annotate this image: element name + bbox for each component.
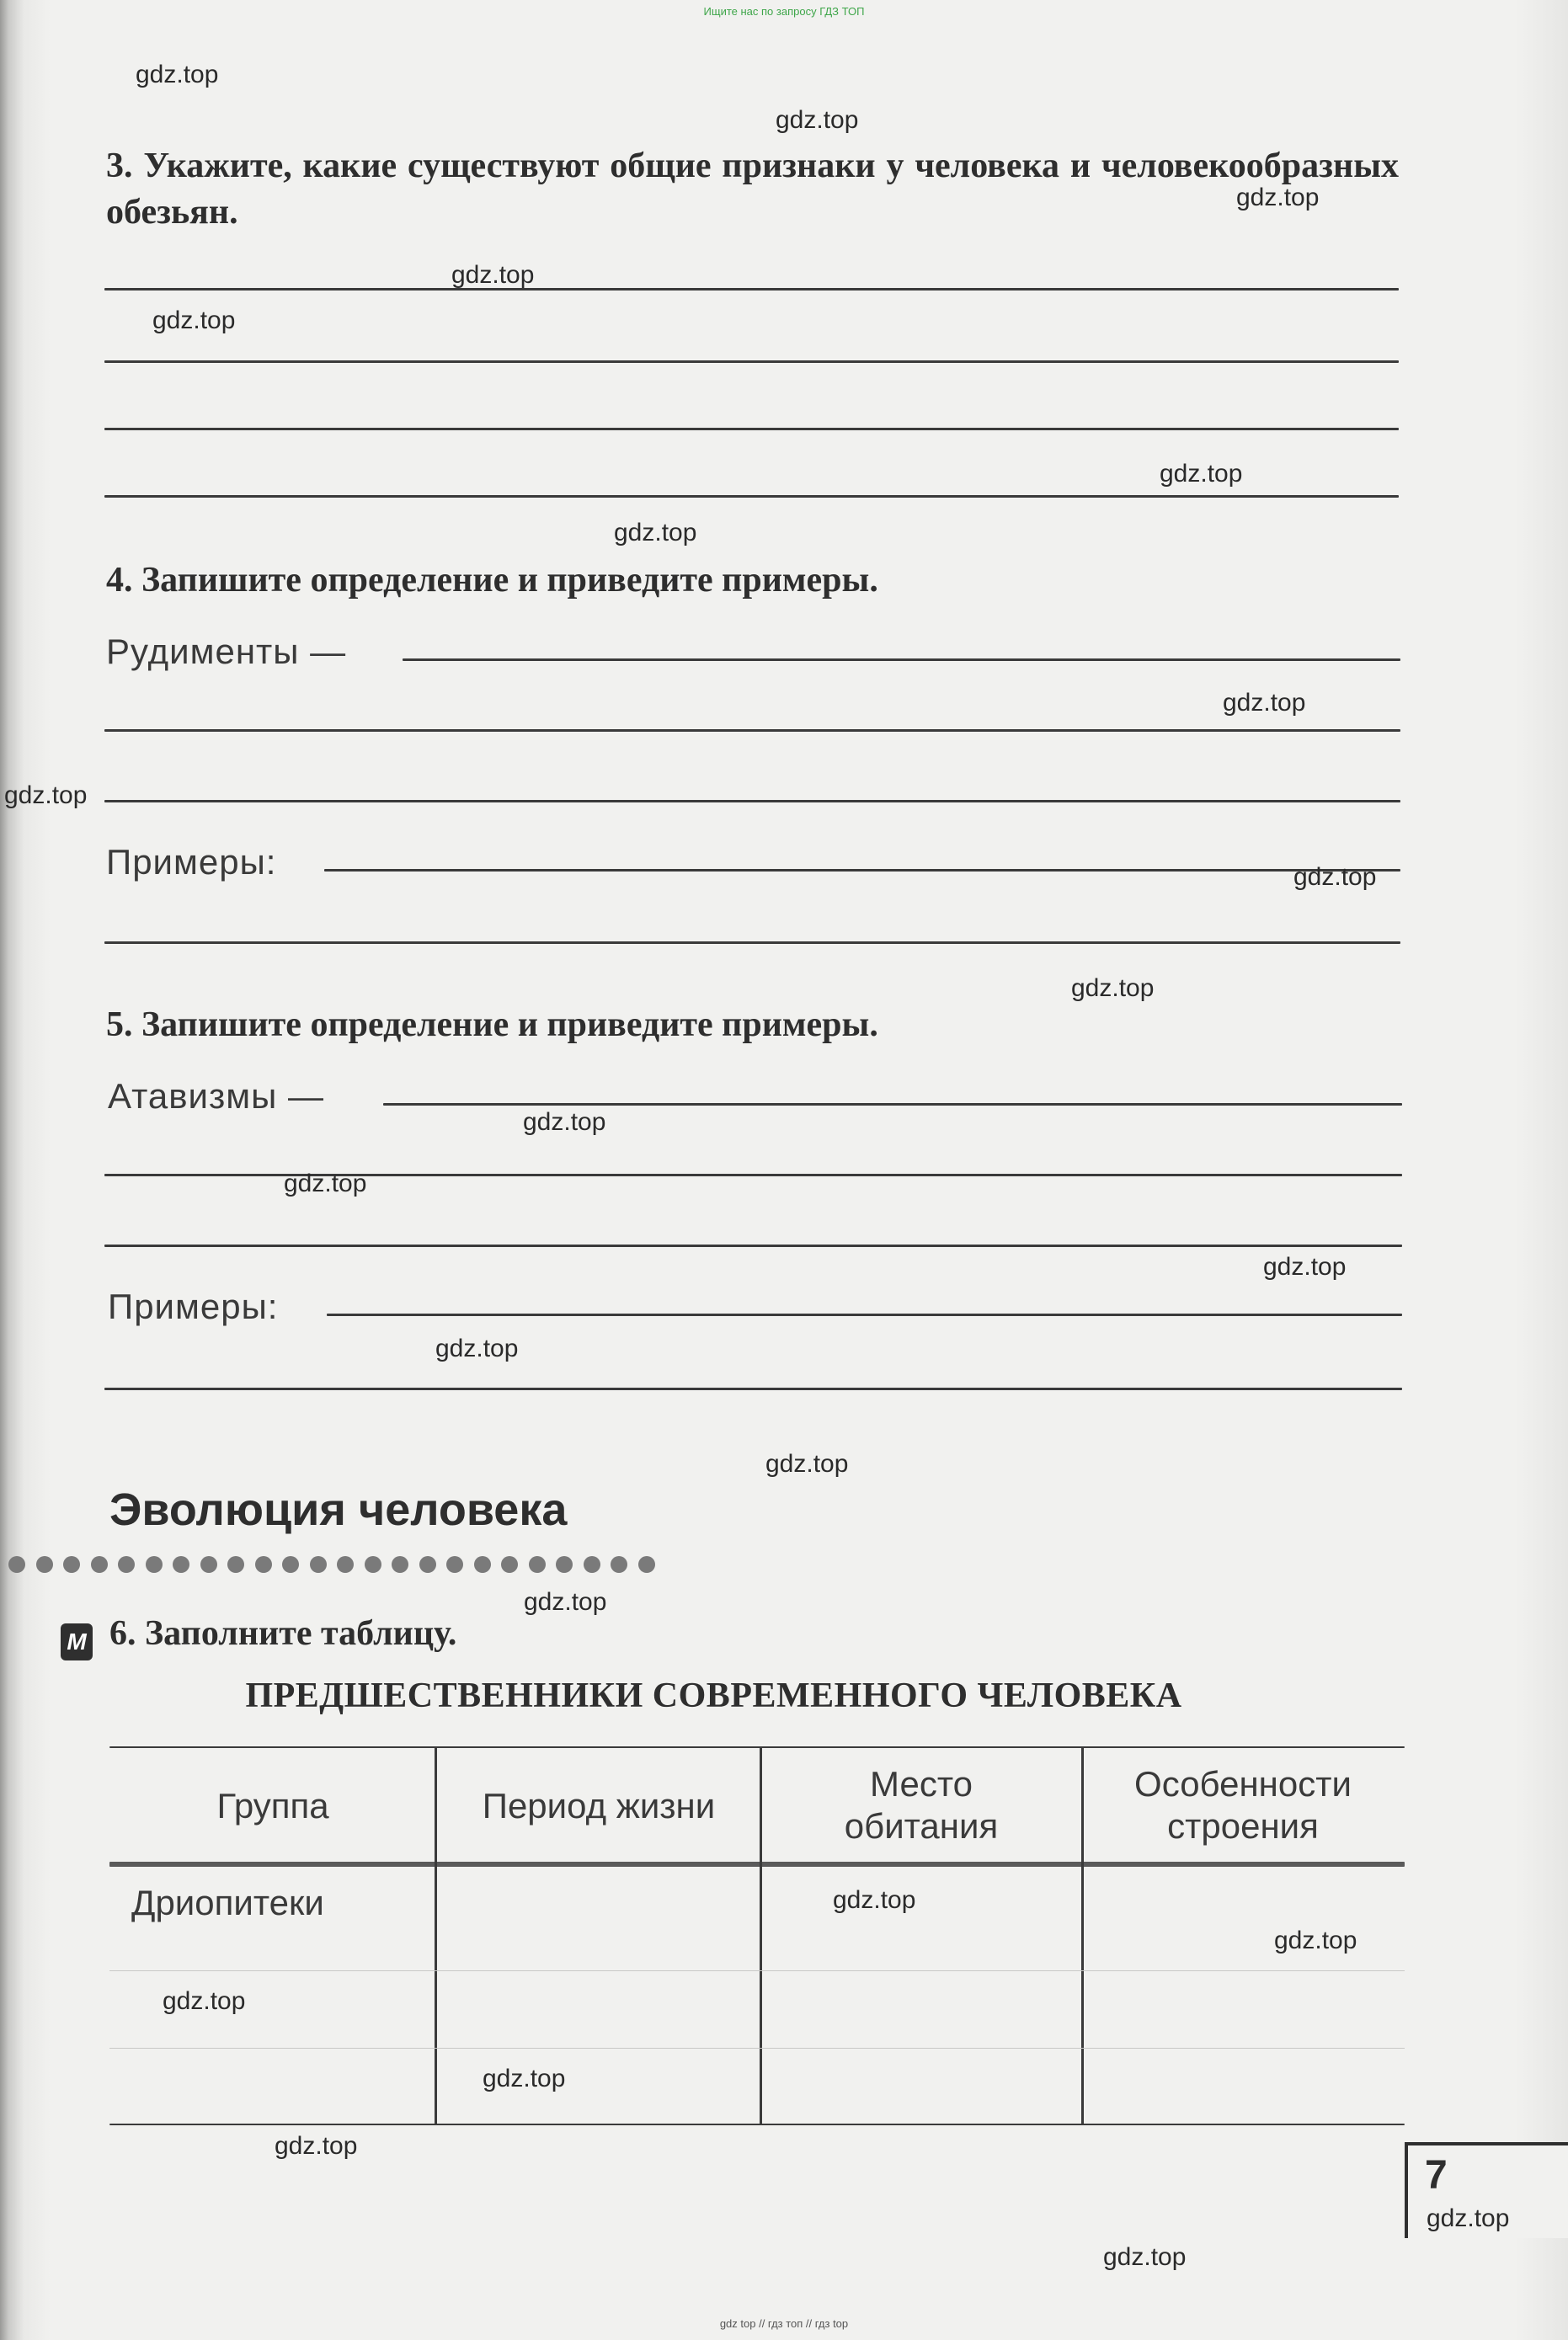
table-faint-line xyxy=(109,2048,1405,2049)
divider-dot xyxy=(91,1556,108,1573)
examples-label: Примеры: xyxy=(106,842,277,882)
section-title: Эволюция человека xyxy=(109,1484,568,1535)
footer-banner[interactable]: gdz top // гдз топ // гдз top xyxy=(719,2317,849,2330)
divider-dot xyxy=(446,1556,463,1573)
divider-dot xyxy=(365,1556,381,1573)
divider-dot xyxy=(8,1556,25,1573)
header-features: Особенности строения xyxy=(1134,1764,1352,1846)
divider-dot xyxy=(118,1556,135,1573)
question-3: 3. Укажите, какие существуют общие признаки у человека и человекообразных обезьян. xyxy=(106,147,1399,232)
divider-dot xyxy=(474,1556,491,1573)
m-badge-icon: М xyxy=(61,1623,93,1660)
watermark: gdz.top xyxy=(765,1450,849,1478)
divider-dot xyxy=(63,1556,80,1573)
answer-line xyxy=(403,658,1400,661)
divider-dot xyxy=(501,1556,518,1573)
watermark: gdz.top xyxy=(4,781,88,809)
watermark: gdz.top xyxy=(152,306,236,334)
watermark: gdz.top xyxy=(776,106,859,134)
divider-dot xyxy=(146,1556,163,1573)
header-period: Период жизни xyxy=(482,1786,716,1826)
table-top-border xyxy=(109,1746,1405,1748)
divider-dot xyxy=(529,1556,546,1573)
table-cell-group: Дриопитеки xyxy=(131,1883,324,1922)
divider-dot xyxy=(611,1556,627,1573)
answer-line xyxy=(383,1103,1402,1106)
watermark: gdz.top xyxy=(435,1335,519,1362)
table-faint-line xyxy=(109,1970,1405,1971)
watermark: gdz.top xyxy=(1160,460,1243,488)
divider-dot xyxy=(173,1556,189,1573)
answer-line xyxy=(104,495,1399,498)
watermark: gdz.top xyxy=(1223,689,1306,717)
answer-line xyxy=(104,729,1400,732)
divider-dot xyxy=(392,1556,408,1573)
answer-line xyxy=(104,800,1400,802)
watermark: gdz.top xyxy=(524,1588,607,1616)
watermark: gdz.top xyxy=(136,61,219,88)
watermark: gdz.top xyxy=(1263,1253,1347,1281)
divider-dot xyxy=(638,1556,655,1573)
answer-line xyxy=(104,288,1399,291)
table-column-divider xyxy=(760,1748,762,2125)
answer-line xyxy=(104,1245,1402,1247)
divider-dot xyxy=(556,1556,573,1573)
watermark: gdz.top xyxy=(451,261,535,289)
header-group: Группа xyxy=(216,1786,329,1826)
divider-dot xyxy=(584,1556,600,1573)
divider-dot xyxy=(227,1556,244,1573)
answer-line xyxy=(104,941,1400,944)
watermark: gdz.top xyxy=(163,1987,246,2015)
answer-line xyxy=(104,428,1399,430)
watermark: gdz.top xyxy=(833,1886,916,1914)
table-column-divider xyxy=(435,1748,437,2125)
answer-line xyxy=(104,360,1399,363)
term-label-atavisms: Атавизмы — xyxy=(108,1076,324,1116)
divider-dot xyxy=(36,1556,53,1573)
divider-dot xyxy=(310,1556,327,1573)
watermark: gdz.top xyxy=(1293,863,1377,891)
watermark: gdz.top xyxy=(483,2065,566,2092)
table-title: ПРЕДШЕСТВЕННИКИ СОВРЕМЕННОГО ЧЕЛОВЕКА xyxy=(245,1676,1182,1715)
watermark: gdz.top xyxy=(1427,2204,1510,2232)
watermark: gdz.top xyxy=(275,2132,358,2160)
watermark: gdz.top xyxy=(1236,184,1320,211)
question-6: 6. Заполните таблицу. xyxy=(109,1614,457,1653)
watermark: gdz.top xyxy=(284,1170,367,1197)
divider-dot xyxy=(337,1556,354,1573)
question-4: 4. Запишите определение и приведите примеры. xyxy=(106,561,878,600)
divider-dot xyxy=(200,1556,217,1573)
divider-dot xyxy=(282,1556,299,1573)
watermark: gdz.top xyxy=(1274,1927,1357,1954)
page-number: 7 xyxy=(1425,2153,1448,2198)
table-header-border xyxy=(109,1862,1405,1867)
watermark: gdz.top xyxy=(523,1108,606,1136)
table-bottom-border xyxy=(109,2124,1405,2125)
header-habitat: Место обитания xyxy=(844,1764,999,1846)
divider-dot xyxy=(419,1556,436,1573)
top-banner[interactable]: Ищите нас по запросу ГДЗ ТОП xyxy=(703,5,865,18)
answer-line xyxy=(327,1314,1402,1316)
term-label-rudiments: Рудименты — xyxy=(106,632,347,671)
dotted-divider xyxy=(8,1556,655,1573)
watermark: gdz.top xyxy=(614,519,697,546)
question-5: 5. Запишите определение и приведите примеры. xyxy=(106,1005,878,1044)
answer-line xyxy=(324,869,1400,872)
divider-dot xyxy=(255,1556,272,1573)
watermark: gdz.top xyxy=(1103,2243,1187,2271)
watermark: gdz.top xyxy=(1071,974,1155,1002)
table-column-divider xyxy=(1081,1748,1084,2125)
answer-line xyxy=(104,1388,1402,1390)
examples-label: Примеры: xyxy=(108,1287,279,1326)
